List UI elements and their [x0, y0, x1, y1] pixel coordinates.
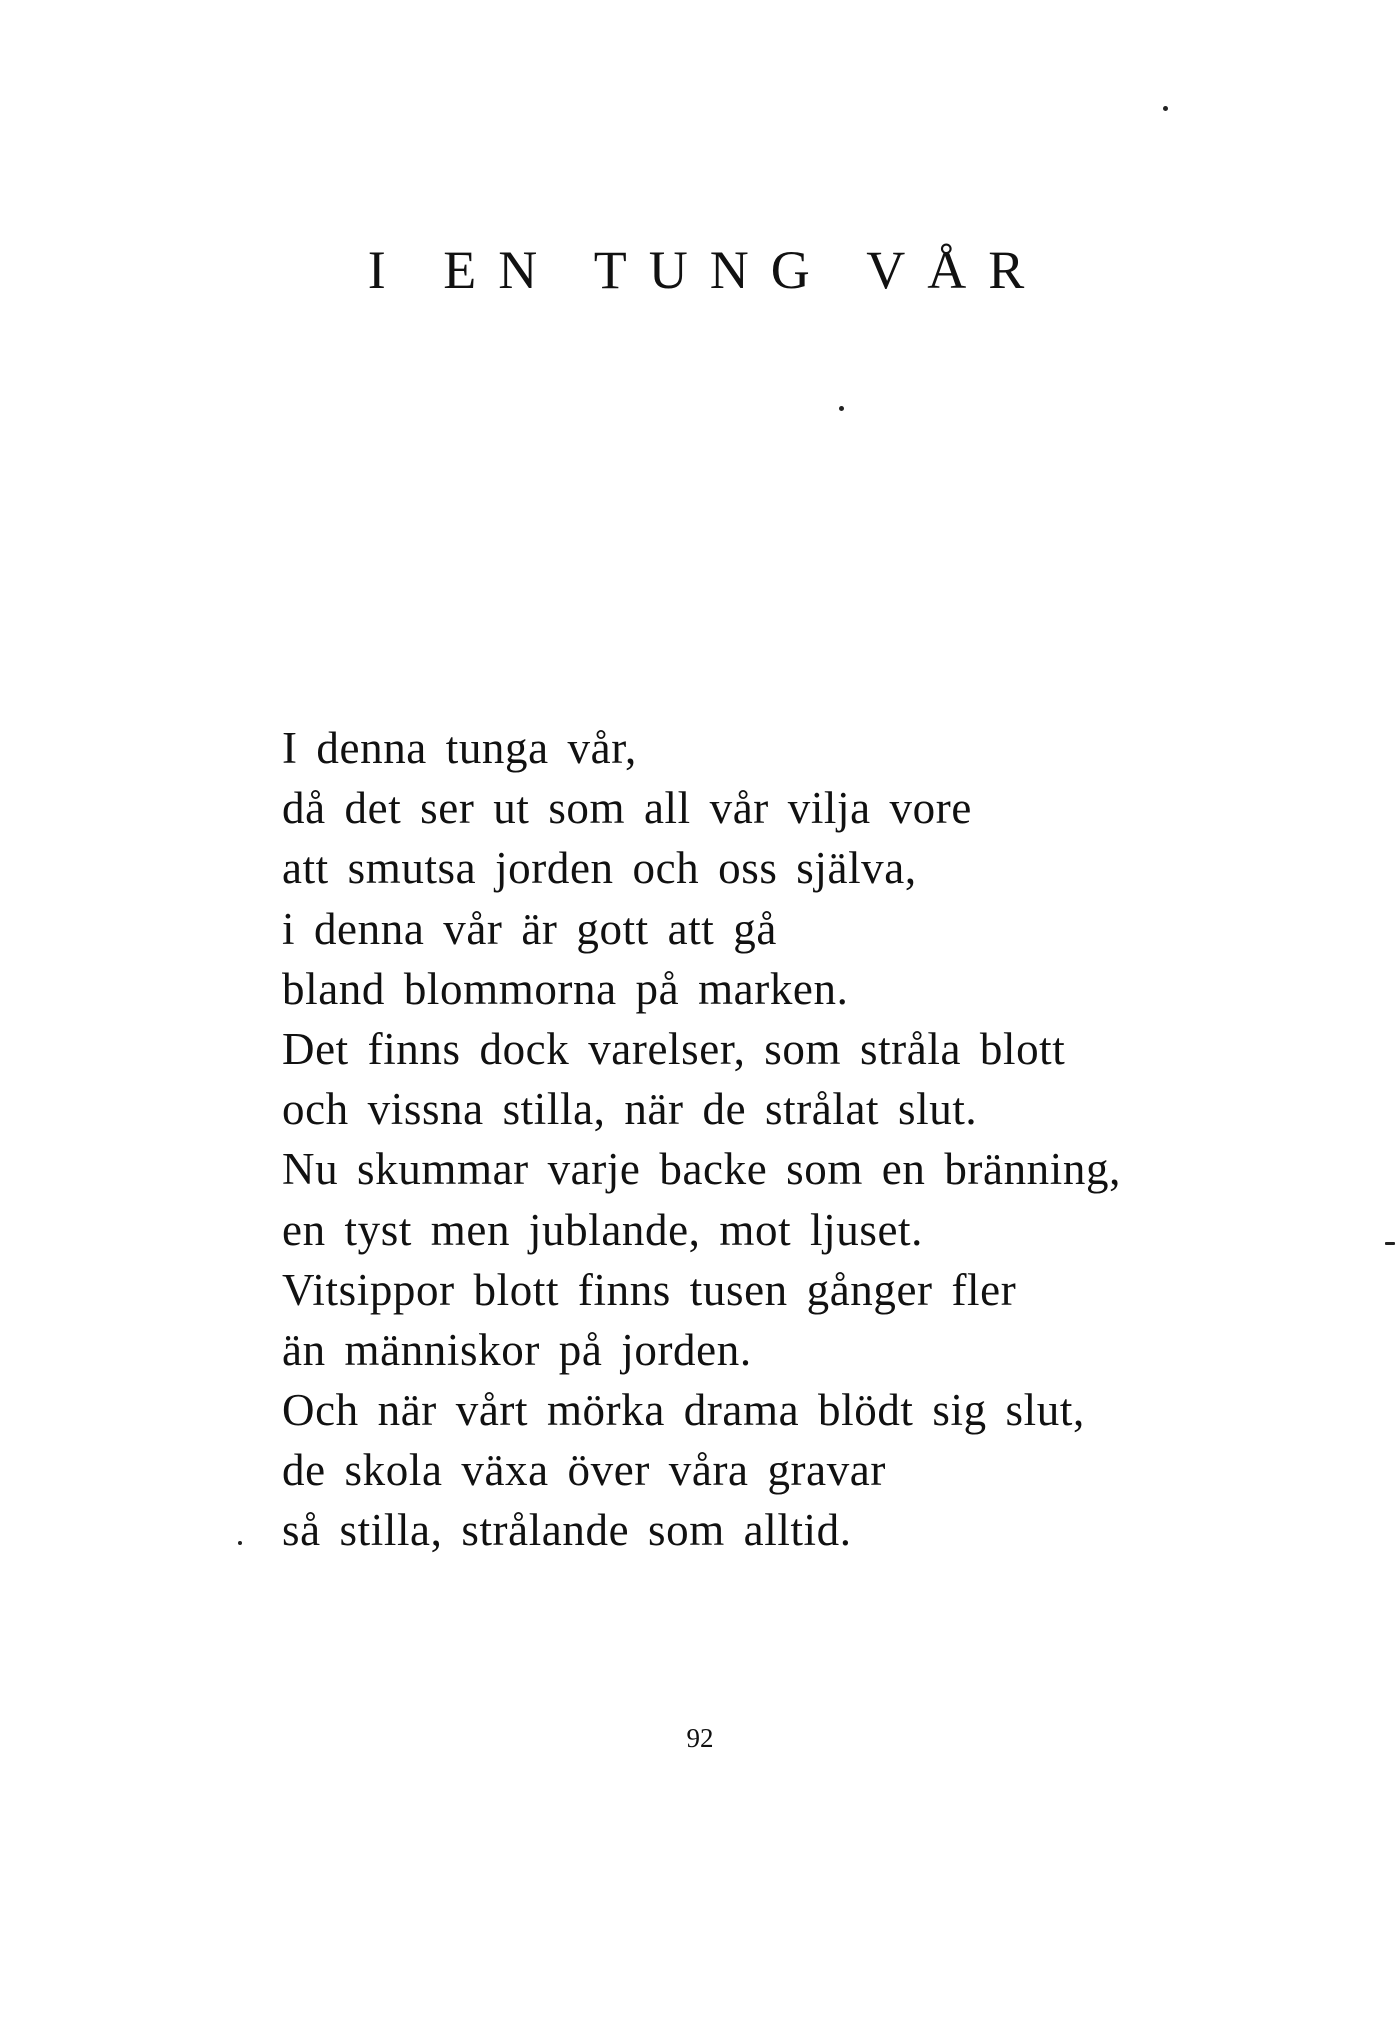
poem-line: de skola växa över våra gravar [282, 1445, 886, 1496]
scan-speck [839, 406, 844, 411]
poem-line: Och när vårt mörka drama blödt sig slut, [282, 1385, 1085, 1436]
page-number: 92 [686, 1723, 714, 1753]
scan-speck [1385, 1242, 1395, 1245]
poem-line: I denna tunga vår, [282, 723, 637, 773]
poem-line: så stilla, strålande som alltid. [282, 1505, 852, 1556]
poem-line: och vissna stilla, när de strålat slut. [282, 1084, 978, 1135]
poem-line: i denna vår är gott att gå [282, 903, 777, 954]
scan-speck [238, 1541, 242, 1545]
poem-title: I EN TUNG VÅR [367, 240, 1047, 300]
poem-line: då det ser ut som all vår vilja vore [282, 783, 972, 834]
scan-speck [1163, 106, 1168, 111]
poem-line: Det finns dock varelser, som stråla blott [282, 1023, 1066, 1074]
poem-line: Nu skummar varje backe som en bränning, [282, 1144, 1121, 1195]
poem-line: Vitsippor blott finns tusen gånger fler [282, 1264, 1017, 1315]
poem-line: en tyst men jublande, mot ljuset. [282, 1204, 923, 1255]
poem-body [282, 718, 1322, 1561]
poem-line: än människor på jorden. [282, 1324, 752, 1375]
poem-line: att smutsa jorden och oss själva, [282, 843, 917, 894]
poem-line: bland blommorna på marken. [282, 963, 849, 1014]
